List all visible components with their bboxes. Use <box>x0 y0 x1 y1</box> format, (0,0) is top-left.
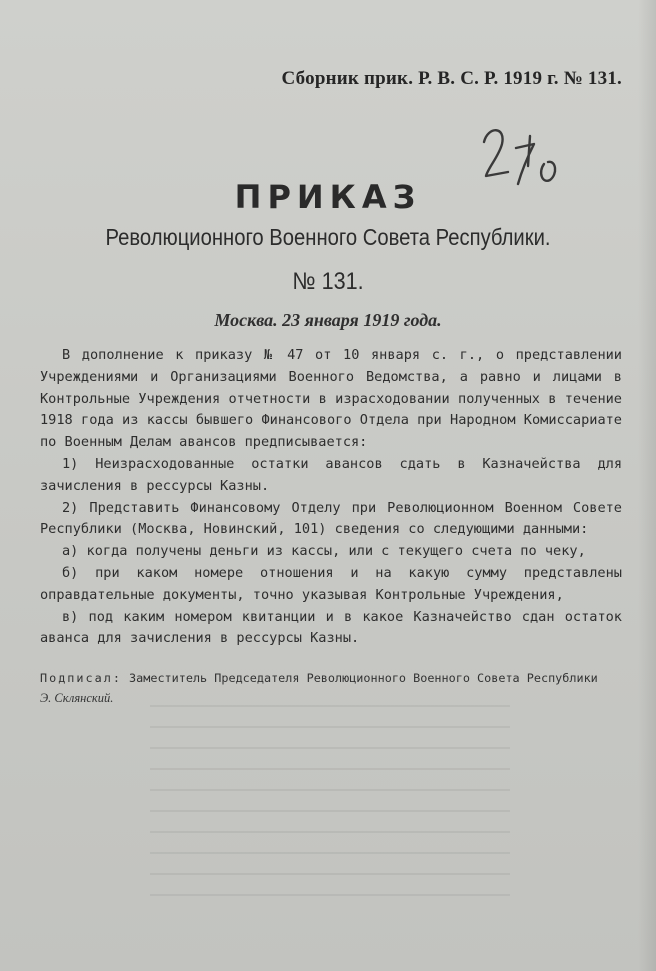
signature-block <box>40 668 630 708</box>
item-2c: в) под каким номером квитанции и в какое Казначейство сдан остаток аванса для зачисления в рессурсы Казны. <box>40 608 622 647</box>
order-body <box>40 345 622 650</box>
page-edge-shadow <box>638 0 656 971</box>
signature-line <box>40 668 630 688</box>
collection-reference: Сборник прик. Р. В. С. Р. 1919 г. № 131. <box>281 68 622 89</box>
signature-label: Подписал: <box>40 671 122 685</box>
item-1: 1) Неизрасходованные остатки авансов сдать в Казначейства для зачисления в рессурсы Казны. <box>40 455 622 494</box>
reverse-side-bleed-through <box>150 705 510 925</box>
order-number: № 131. <box>292 268 364 295</box>
document-title: ПРИКАЗ <box>234 178 422 216</box>
document-subtitle: Революционного Военного Совета Республики. <box>105 224 551 250</box>
place-and-date: Москва. 23 января 1919 года. <box>214 310 442 330</box>
signatory-position: Заместитель Председателя Революционного Военного Совета Республики <box>129 671 598 685</box>
item-2b: б) при каком номере отношения и на какую сумму представлены оправдательные документы, точно указывая Контрольные Учреждения, <box>40 564 622 603</box>
item-2: 2) Представить Финансовому Отделу при Революционном Военном Совете Республики (Москва, Новинский, 101) сведения со следующими данными: <box>40 499 622 538</box>
intro-paragraph: В дополнение к приказу № 47 от 10 января с. г., о представлении Учреждениями и Организациями Военного Ведомства, а равно и лицами в Контрольные Учреждения отчетности в израсходовании полученных в течение 1918 года из кассы бывшего Финансового Отдела при Народном Комиссариате по Военным Делам авансов предписывается: <box>40 347 622 451</box>
signatory-name: Э. Склянский. <box>40 691 114 705</box>
item-2a: а) когда получены деньги из кассы, или с текущего счета по чеку, <box>62 543 586 560</box>
